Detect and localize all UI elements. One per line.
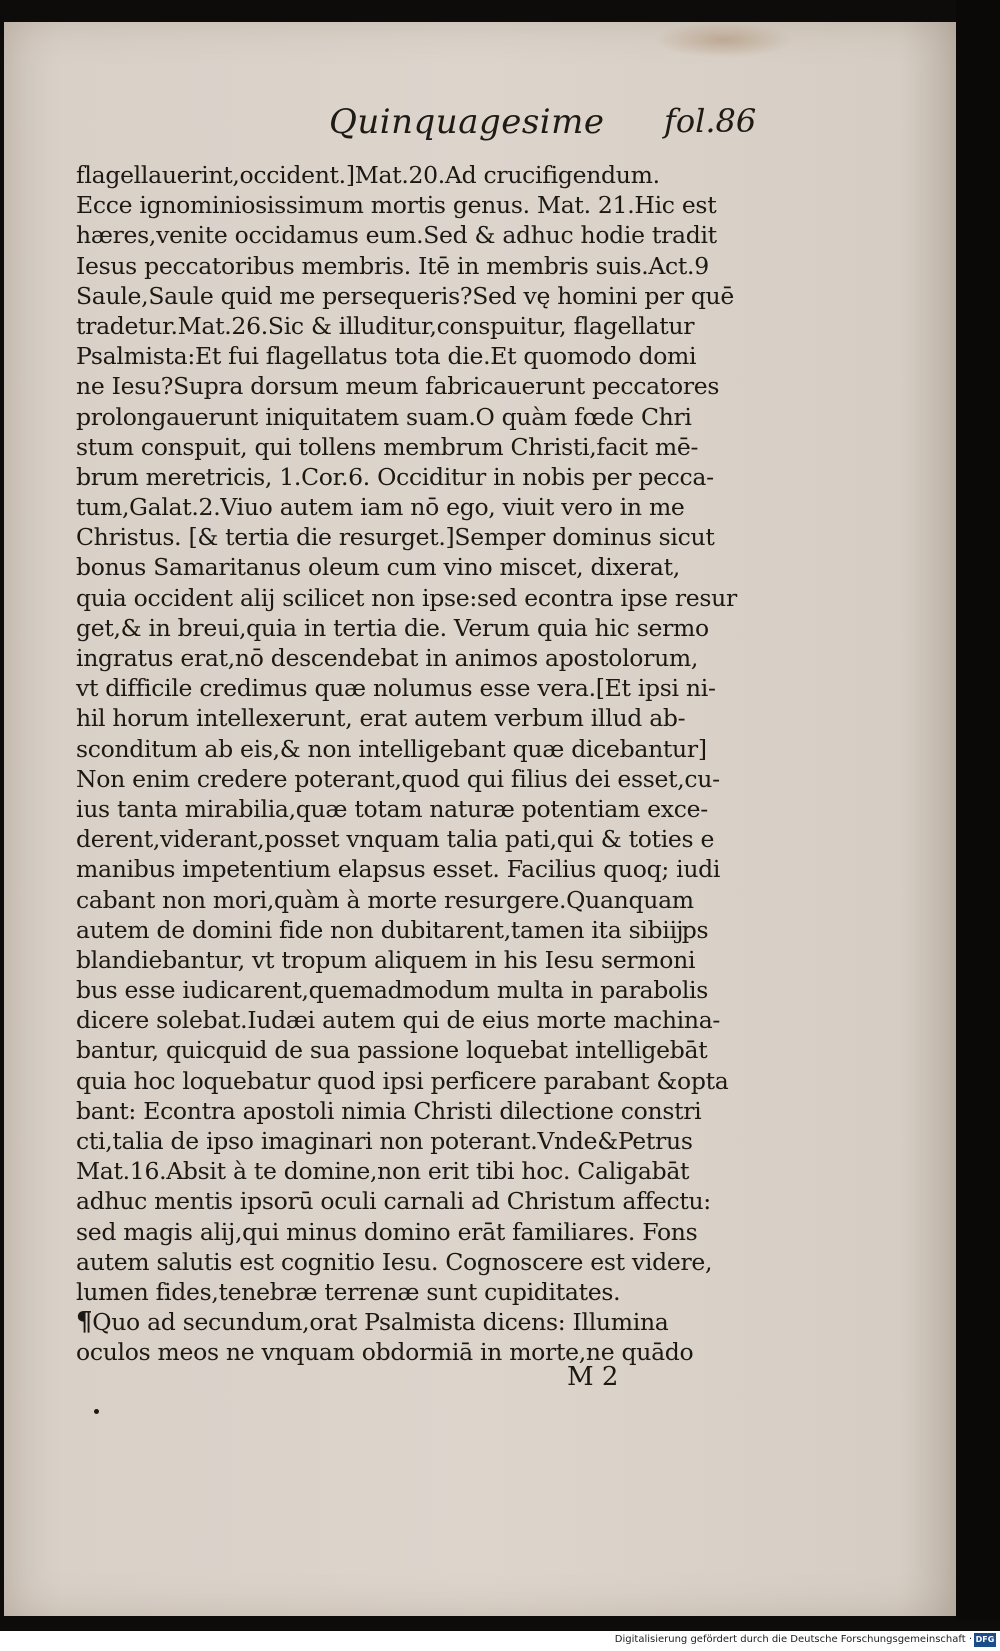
text-line: cti,talia de ipso imaginari non poterant.Vnde&Petrus [76, 1127, 693, 1155]
text-line: vt difficile credimus quæ nolumus esse vera.[Et ipsi ni- [76, 674, 716, 703]
text-line: ne Iesu?Supra dorsum meum fabricauerunt peccatores [76, 372, 720, 401]
text-line: hil horum intellexerunt, erat autem verbum illud ab- [76, 704, 686, 733]
text-line: ingratus erat,nō descendebat in animos apostolorum, [76, 644, 699, 672]
text-block [76, 160, 776, 1368]
dfg-logo: DFG [974, 1633, 996, 1647]
text-line: tradetur.Mat.26.Sic & illuditur,conspuitur, flagellatur [76, 311, 695, 340]
ink-dot [94, 1409, 99, 1414]
text-line: bus esse iudicarent,quemadmodum multa in parabolis [76, 976, 709, 1005]
text-line: get,& in breui,quia in tertia die. Verum quia hic sermo [76, 613, 709, 642]
text-line: ius tanta mirabilia,quæ totam naturæ potentiam exce- [76, 794, 708, 823]
text-line: Saule,Saule quid me persequeris?Sed vę homini per quē [76, 281, 735, 310]
book-page [4, 22, 956, 1616]
text-line: brum meretricis, 1.Cor.6. Occiditur in nobis per pecca- [76, 462, 714, 491]
text-line: Christus. [& tertia die resurget.]Semper dominus sicut [76, 523, 715, 552]
folio-number: fol.86 [664, 102, 757, 140]
footer-credit: Digitalisierung gefördert durch die Deutsche Forschungsgemeinschaft · [614, 1634, 972, 1645]
text-line: manibus impetentium elapsus esset. Facilius quoq; iudi [76, 855, 721, 884]
text-line: Iesus peccatoribus membris. Itē in membris suis.Act.9 [76, 251, 709, 280]
text-line: Mat.16.Absit à te domine,non erit tibi hoc. Caligabāt [76, 1157, 690, 1186]
paragraph-second-line: oculos meos ne vnquam obdormiā in morte,ne quādo [76, 1338, 694, 1367]
pilcrow-icon: ¶ [76, 1307, 93, 1338]
text-line: sed magis alij,qui minus domino erāt familiares. Fons [76, 1217, 698, 1246]
text-line: quia occident alij scilicet non ipse:sed econtra ipse resur [76, 583, 737, 612]
text-line: flagellauerint,occident.]Mat.20.Ad crucifigendum. [76, 161, 660, 189]
text-line: hæres,venite occidamus eum.Sed & adhuc hodie tradit [76, 221, 717, 250]
text-line: prolongauerunt iniquitatem suam.O quàm fœde Chri [76, 402, 692, 431]
paragraph-first-line: Quo ad secundum,orat Psalmista dicens: Illumina [92, 1308, 669, 1337]
text-line: stum conspuit, qui tollens membrum Christi,facit mē- [76, 432, 699, 461]
signature-mark: M 2 [567, 1362, 619, 1392]
text-line: dicere solebat.Iudæi autem qui de eius morte machina- [76, 1006, 721, 1035]
text-line: lumen fides,tenebræ terrenæ sunt cupiditates. [76, 1277, 621, 1306]
paper-stain [654, 22, 794, 58]
text-line: autem de domini fide non dubitarent,tamen ita sibiĳps [76, 915, 709, 944]
running-title: Quinquagesime [329, 102, 605, 142]
text-line: bant: Econtra apostoli nimia Christi dilectione constri [76, 1096, 702, 1125]
text-line: bantur, quicquid de sua passione loquebat intelligebāt [76, 1036, 708, 1065]
text-line: quia hoc loquebatur quod ipsi perficere parabant &opta [76, 1066, 729, 1095]
text-line: cabant non mori,quàm à morte resurgere.Quanquam [76, 885, 694, 914]
text-line: autem salutis est cognitio Iesu. Cognoscere est videre, [76, 1247, 713, 1276]
page-edge-shadow [956, 0, 1000, 1620]
text-line: bonus Samaritanus oleum cum vino miscet, dixerat, [76, 553, 680, 582]
text-line: adhuc mentis ipsorū oculi carnali ad Christum affectu: [76, 1187, 711, 1216]
footer-bar [0, 1631, 1000, 1651]
paragraph-line [76, 1307, 776, 1337]
running-head [4, 102, 956, 152]
text-line: derent,viderant,posset vnquam talia pati,qui & toties e [76, 825, 715, 854]
text-line: Psalmista:Et fui flagellatus tota die.Et quomodo domi [76, 342, 697, 371]
text-line: tum,Galat.2.Viuo autem iam nō ego, viuit vero in me [76, 493, 685, 522]
text-line: Ecce ignominiosissimum mortis genus. Mat. 21.Hic est [76, 191, 717, 220]
text-line: blandiebantur, vt tropum aliquem in his Iesu sermoni [76, 945, 696, 974]
text-line: Non enim credere poterant,quod qui filius dei esset,cu- [76, 764, 720, 793]
text-line: sconditum ab eis,& non intelligebant quæ dicebantur] [76, 734, 707, 763]
